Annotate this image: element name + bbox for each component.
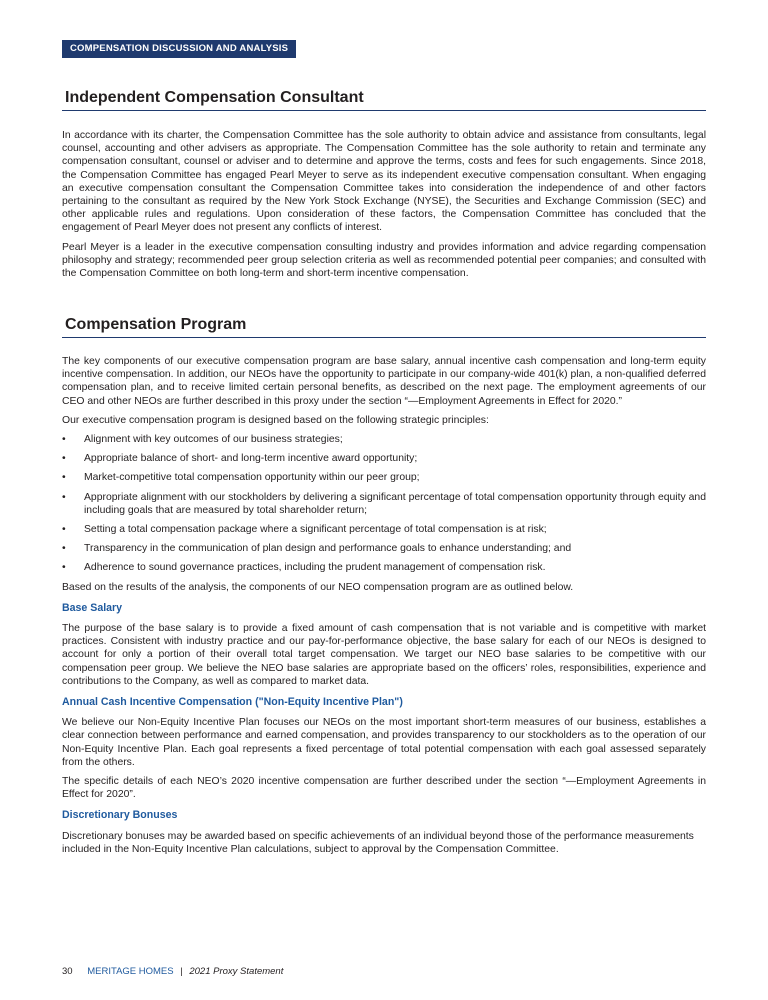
principles-list xyxy=(62,433,706,575)
list-item: • Transparency in the communication of plan design and performance goals to enhance understanding; and xyxy=(62,542,706,555)
principles-lead: Our executive compensation program is designed based on the following strategic principles: xyxy=(62,414,489,426)
page-footer xyxy=(62,966,283,977)
base-salary-heading: Base Salary xyxy=(62,601,123,614)
annual-cash-text-details: The specific details of each NEO’s 2020 incentive compensation are further described under the section “—Employment Agreements in Effect for 2020”. xyxy=(62,776,706,801)
consultant-paragraph: In accordance with its charter, the Compensation Committee has the sole authority to obtain advice and assistance from consultants, legal counsel, accounting and other advisers as appropriate. The Compensation Committee has the sole authority to retain and terminate any compensation consultant, counsel or adviser and to determine and approve the terms, costs and fees for such engagements. Since 2018, the Compensation Committee has engaged Pearl Meyer to serve as its independent executive compensation consultant. When engaging an executive compensation consultant the Compensation Committee takes into consideration the independence of and other factors pertaining to the consultant as required by the New York Stock Exchange (NYSE), the Securities and Exchange Commission (SEC) and other applicable rules and regulations. Upon consideration of these factors, the Compensation Committee has concluded that the engagement of Pearl Meyer does not present any conflicts of interest. xyxy=(62,130,706,234)
list-item: • Market-competitive total compensation opportunity within our peer group; xyxy=(62,471,706,484)
program-heading-rule xyxy=(62,315,706,338)
consultant-body xyxy=(62,129,706,280)
program-outline: Based on the results of the analysis, the components of our NEO compensation program are as outlined below. xyxy=(62,581,574,593)
program-body xyxy=(62,355,706,856)
footer-separator: | xyxy=(180,966,183,977)
discretionary-heading: Discretionary Bonuses xyxy=(62,809,178,822)
consultant-heading-rule xyxy=(62,88,706,111)
section-label: COMPENSATION DISCUSSION AND ANALYSIS xyxy=(62,40,296,58)
program-intro: The key components of our executive compensation program are base salary, annual incentive cash compensation and long-term equity incentive compensation. In addition, our NEOs have the opportunity to participate in our company-wide 401(k) plan, a non-qualified deferred compensation plan, and to receive limited certain personal benefits, as described on the next page. The employment agreements of our CEO and other NEOs are further described in this proxy under the section “—Employment Agreements in Effect for 2020.” xyxy=(62,356,706,407)
list-item: • Alignment with key outcomes of our business strategies; xyxy=(62,433,706,446)
annual-cash-text: We believe our Non-Equity Incentive Plan focuses our NEOs on the most important short-term measures of our business, establishes a clear connection between performance and earned compensation, and provides transparency to our stockholders as to the operation of our Non-Equity Incentive Plan. Each goal represents a fixed percentage of total potential compensation with each goal assessed separately from the others. xyxy=(62,717,706,768)
footer-company: MERITAGE HOMES xyxy=(87,966,174,977)
list-item: • Appropriate alignment with our stockholders by delivering a significant percentage of total compensation opportunity through equity and including goals that are measured by total shareholder return; xyxy=(62,491,706,517)
list-item: • Adherence to sound governance practices, including the prudent management of compensation risk. xyxy=(62,561,706,574)
list-item: • Appropriate balance of short- and long-term incentive award opportunity; xyxy=(62,452,706,465)
program-heading: Compensation Program xyxy=(65,316,247,333)
discretionary-text: Discretionary bonuses may be awarded based on specific achievements of an individual beyond those of the performance measurements included in the Non-Equity Incentive Plan calculations, subject to approval by the Compensation Committee. xyxy=(62,830,694,855)
consultant-paragraph: Pearl Meyer is a leader in the executive compensation consulting industry and provides information and advice regarding compensation philosophy and strategy; recommended peer group selection criteria as well as recommended potential peer companies; and consulted with the Compensation Committee on both long-term and short-term incentive compensation. xyxy=(62,241,706,280)
annual-cash-heading: Annual Cash Incentive Compensation ("Non-Equity Incentive Plan") xyxy=(62,696,403,709)
footer-document-title: 2021 Proxy Statement xyxy=(189,966,284,977)
consultant-heading: Independent Compensation Consultant xyxy=(65,89,364,106)
page-number: 30 xyxy=(62,966,73,977)
base-salary-text: The purpose of the base salary is to provide a fixed amount of cash compensation that is not variable and is competitive with market practices. Consistent with industry practice and our pay-for-performance objective, the base salary for each of our NEOs is designed to account for only a portion of their overall total target compensation. We target our NEO base salaries to be competitive with our compensation peer group. We believe the NEO base salaries are appropriate based on the officers’ roles, responsibilities, experience and contributions to the Company, as well as compared to market data. xyxy=(62,623,706,687)
list-item: • Setting a total compensation package where a significant percentage of total compensation is at risk; xyxy=(62,523,706,536)
